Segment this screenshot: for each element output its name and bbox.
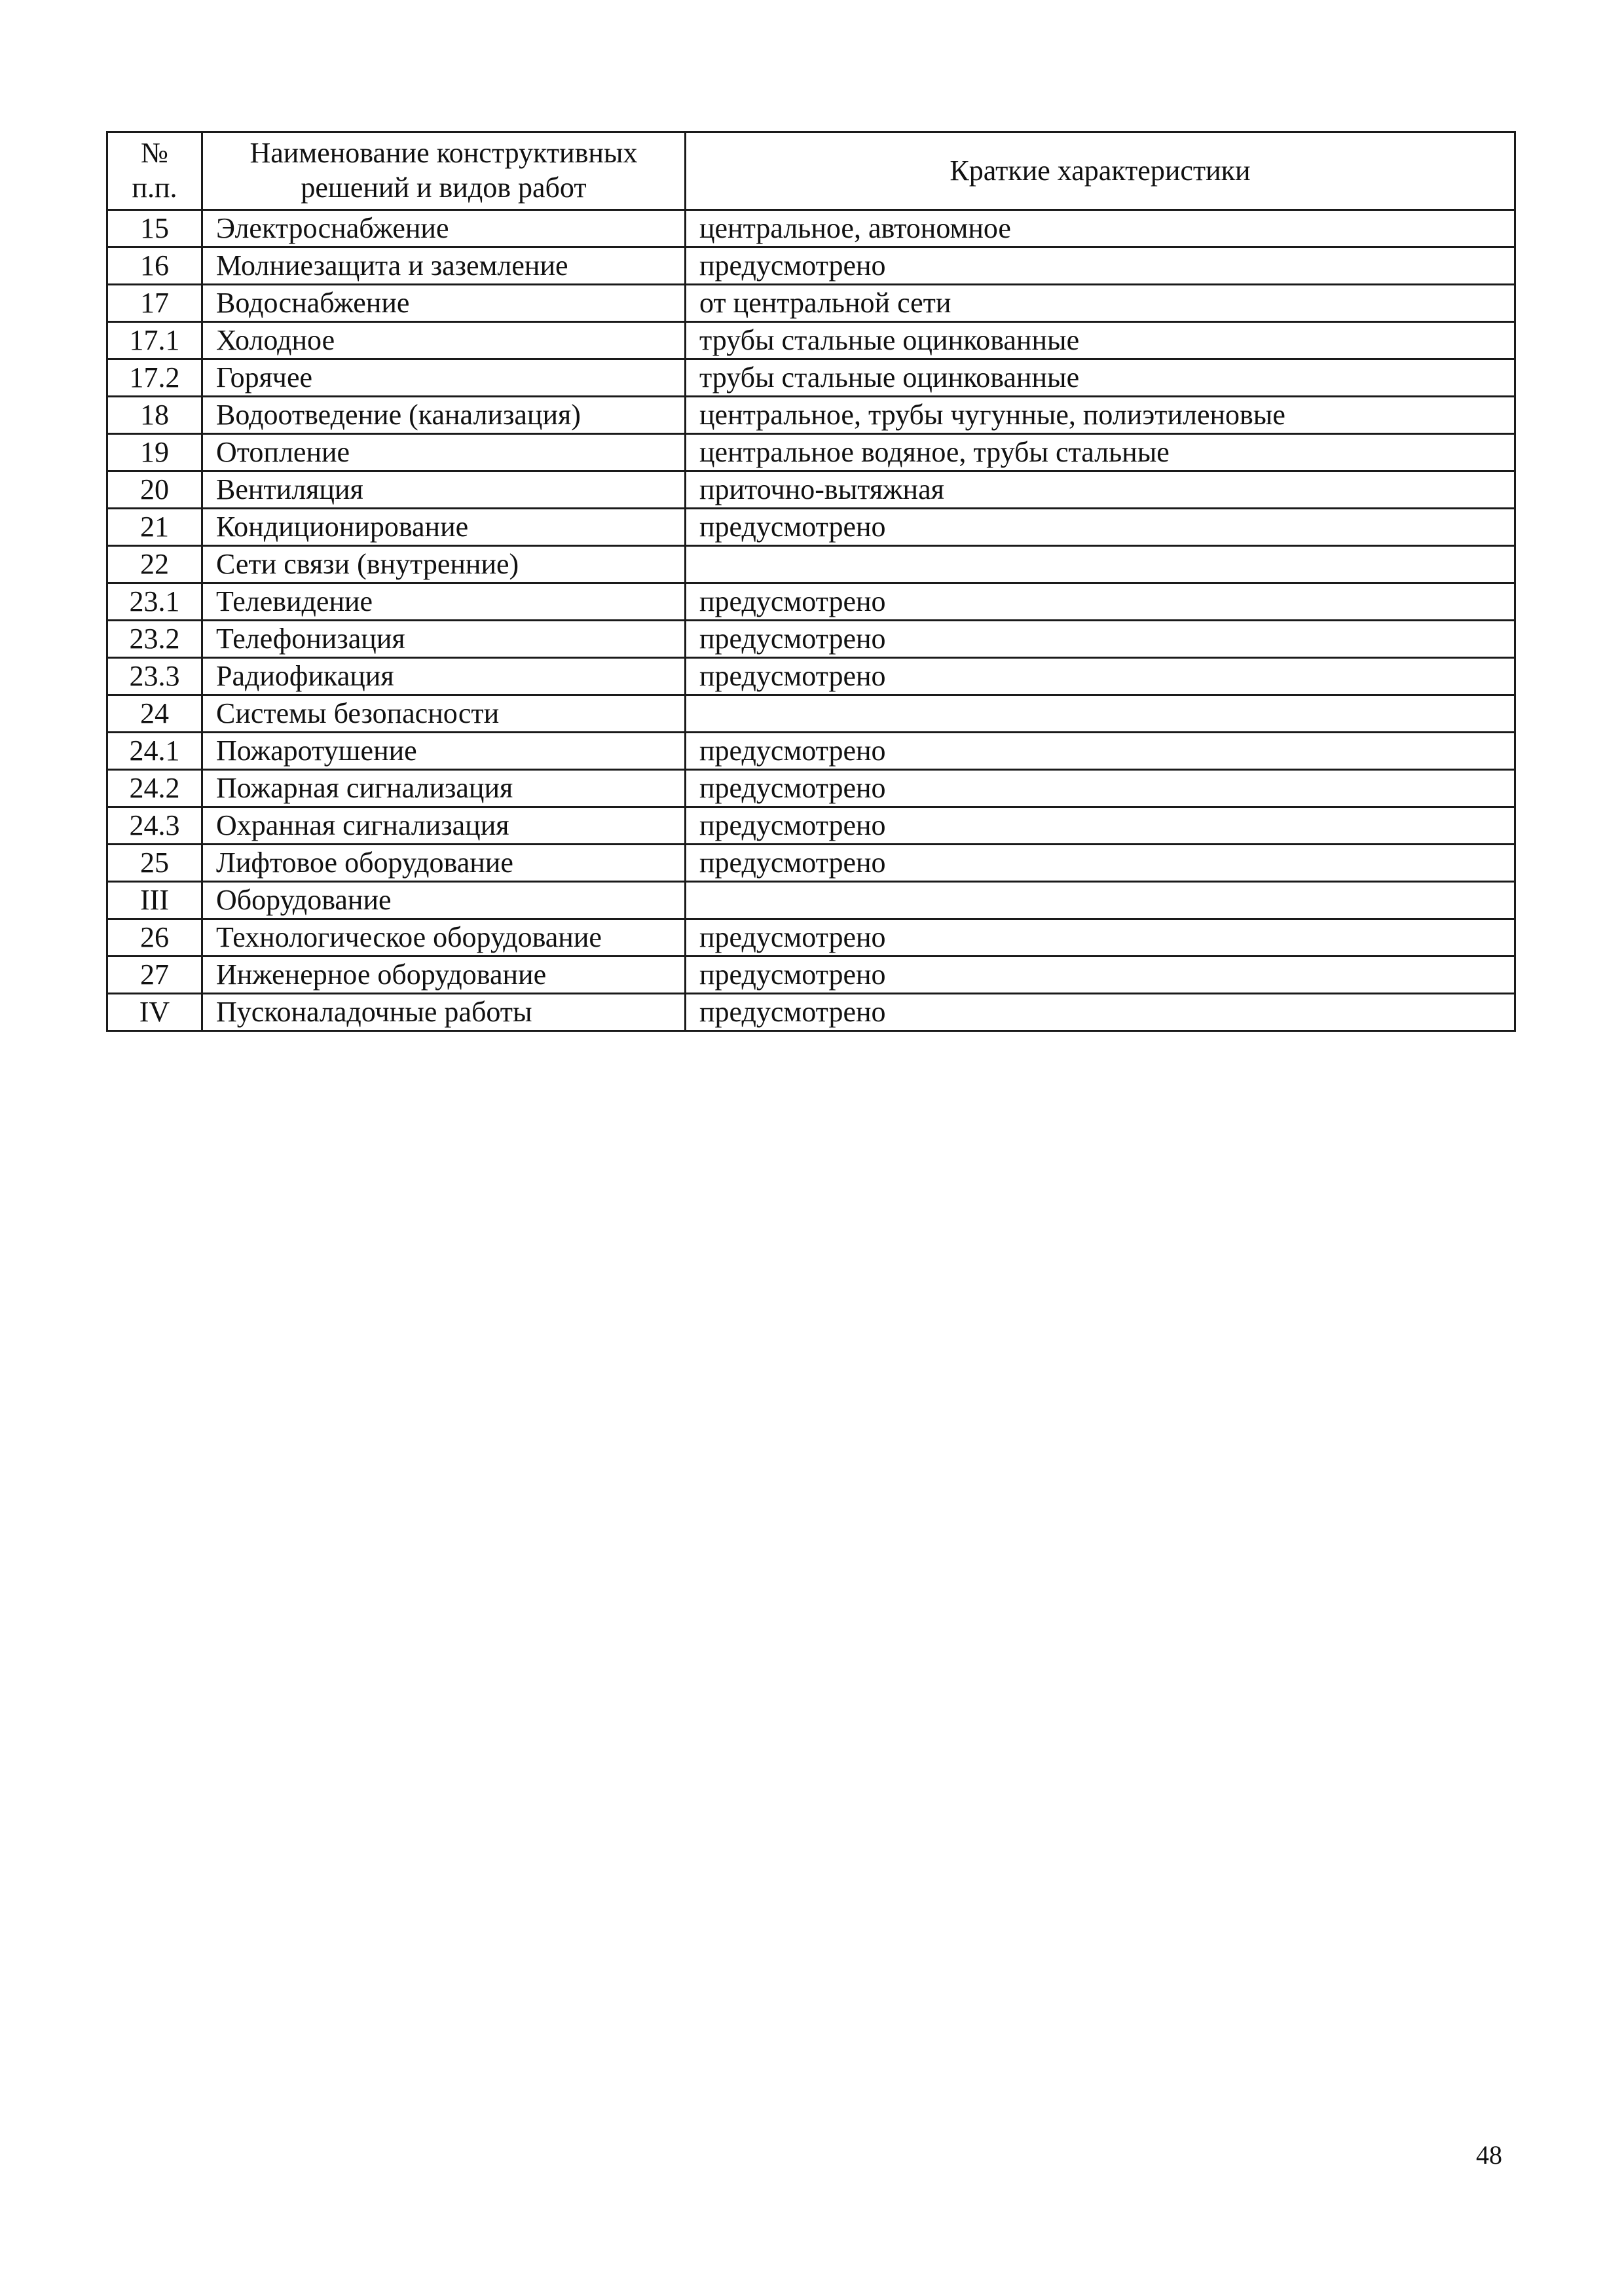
row-number: III (107, 882, 202, 919)
row-description: предусмотрено (686, 621, 1515, 658)
table-row (107, 583, 1515, 621)
row-name: Системы безопасности (202, 695, 686, 733)
table-row (107, 770, 1515, 807)
table-row (107, 621, 1515, 658)
header-number-cell (107, 132, 202, 210)
table-row (107, 919, 1515, 957)
header-name-line2: решений и видов работ (301, 172, 587, 204)
table-row (107, 397, 1515, 434)
table-row (107, 322, 1515, 359)
row-number: 22 (107, 546, 202, 583)
row-number: 24 (107, 695, 202, 733)
table-row (107, 733, 1515, 770)
header-name-line1: Наименование конструктивных (249, 137, 638, 170)
table-body (107, 210, 1515, 1031)
row-number: 24.2 (107, 770, 202, 807)
row-number: 18 (107, 397, 202, 434)
row-description: предусмотрено (686, 247, 1515, 285)
table-row (107, 695, 1515, 733)
row-number: 25 (107, 845, 202, 882)
row-number: 24.1 (107, 733, 202, 770)
row-name: Сети связи (внутренние) (202, 546, 686, 583)
row-number: 21 (107, 509, 202, 546)
row-description: предусмотрено (686, 845, 1515, 882)
table-row (107, 285, 1515, 322)
header-number-symbol: № (141, 137, 168, 170)
row-description (686, 695, 1515, 733)
row-name: Горячее (202, 359, 686, 397)
row-description: предусмотрено (686, 583, 1515, 621)
row-number: 26 (107, 919, 202, 957)
row-description: от центральной сети (686, 285, 1515, 322)
row-number: 20 (107, 471, 202, 509)
row-name: Отопление (202, 434, 686, 471)
row-name: Водоотведение (канализация) (202, 397, 686, 434)
row-name: Охранная сигнализация (202, 807, 686, 845)
row-description: предусмотрено (686, 509, 1515, 546)
row-description: трубы стальные оцинкованные (686, 359, 1515, 397)
row-name: Инженерное оборудование (202, 957, 686, 994)
row-description: центральное водяное, трубы стальные (686, 434, 1515, 471)
table-row (107, 994, 1515, 1031)
row-number: 16 (107, 247, 202, 285)
row-number: 23.2 (107, 621, 202, 658)
row-description: центральное, трубы чугунные, полиэтиленовые (686, 397, 1515, 434)
header-number-abbrev: п.п. (132, 172, 177, 204)
row-name: Вентиляция (202, 471, 686, 509)
table-row (107, 882, 1515, 919)
row-name: Кондиционирование (202, 509, 686, 546)
row-number: 17.1 (107, 322, 202, 359)
page-number: 48 (1476, 2140, 1502, 2170)
row-number: 24.3 (107, 807, 202, 845)
row-description: предусмотрено (686, 957, 1515, 994)
table-row (107, 807, 1515, 845)
row-description: приточно-вытяжная (686, 471, 1515, 509)
row-name: Лифтовое оборудование (202, 845, 686, 882)
row-name: Водоснабжение (202, 285, 686, 322)
table-header (107, 132, 1515, 210)
table-row (107, 957, 1515, 994)
row-name: Пожаротушение (202, 733, 686, 770)
row-name: Радиофикация (202, 658, 686, 695)
table-row (107, 509, 1515, 546)
row-description: центральное, автономное (686, 210, 1515, 247)
row-description: предусмотрено (686, 919, 1515, 957)
table-row (107, 434, 1515, 471)
row-number: 17 (107, 285, 202, 322)
row-number: 23.1 (107, 583, 202, 621)
row-number: 15 (107, 210, 202, 247)
row-name: Оборудование (202, 882, 686, 919)
row-description (686, 546, 1515, 583)
row-name: Пожарная сигнализация (202, 770, 686, 807)
specification-table (106, 131, 1516, 1032)
row-description: предусмотрено (686, 658, 1515, 695)
row-description: трубы стальные оцинкованные (686, 322, 1515, 359)
table-row (107, 471, 1515, 509)
row-description: предусмотрено (686, 733, 1515, 770)
row-number: 27 (107, 957, 202, 994)
table-row (107, 658, 1515, 695)
row-name: Пусконаладочные работы (202, 994, 686, 1031)
row-description: предусмотрено (686, 994, 1515, 1031)
table-row (107, 845, 1515, 882)
row-number: 23.3 (107, 658, 202, 695)
table-row (107, 210, 1515, 247)
table-row (107, 359, 1515, 397)
row-name: Электроснабжение (202, 210, 686, 247)
table-row (107, 247, 1515, 285)
row-name: Телефонизация (202, 621, 686, 658)
header-row (107, 132, 1515, 210)
row-name: Телевидение (202, 583, 686, 621)
row-name: Молниезащита и заземление (202, 247, 686, 285)
row-description: предусмотрено (686, 770, 1515, 807)
row-name: Технологическое оборудование (202, 919, 686, 957)
header-description-cell (686, 132, 1515, 210)
row-number: 17.2 (107, 359, 202, 397)
header-description: Краткие характеристики (950, 154, 1251, 187)
header-name-cell (202, 132, 686, 210)
row-number: 19 (107, 434, 202, 471)
row-description (686, 882, 1515, 919)
table-row (107, 546, 1515, 583)
row-number: IV (107, 994, 202, 1031)
row-name: Холодное (202, 322, 686, 359)
row-description: предусмотрено (686, 807, 1515, 845)
